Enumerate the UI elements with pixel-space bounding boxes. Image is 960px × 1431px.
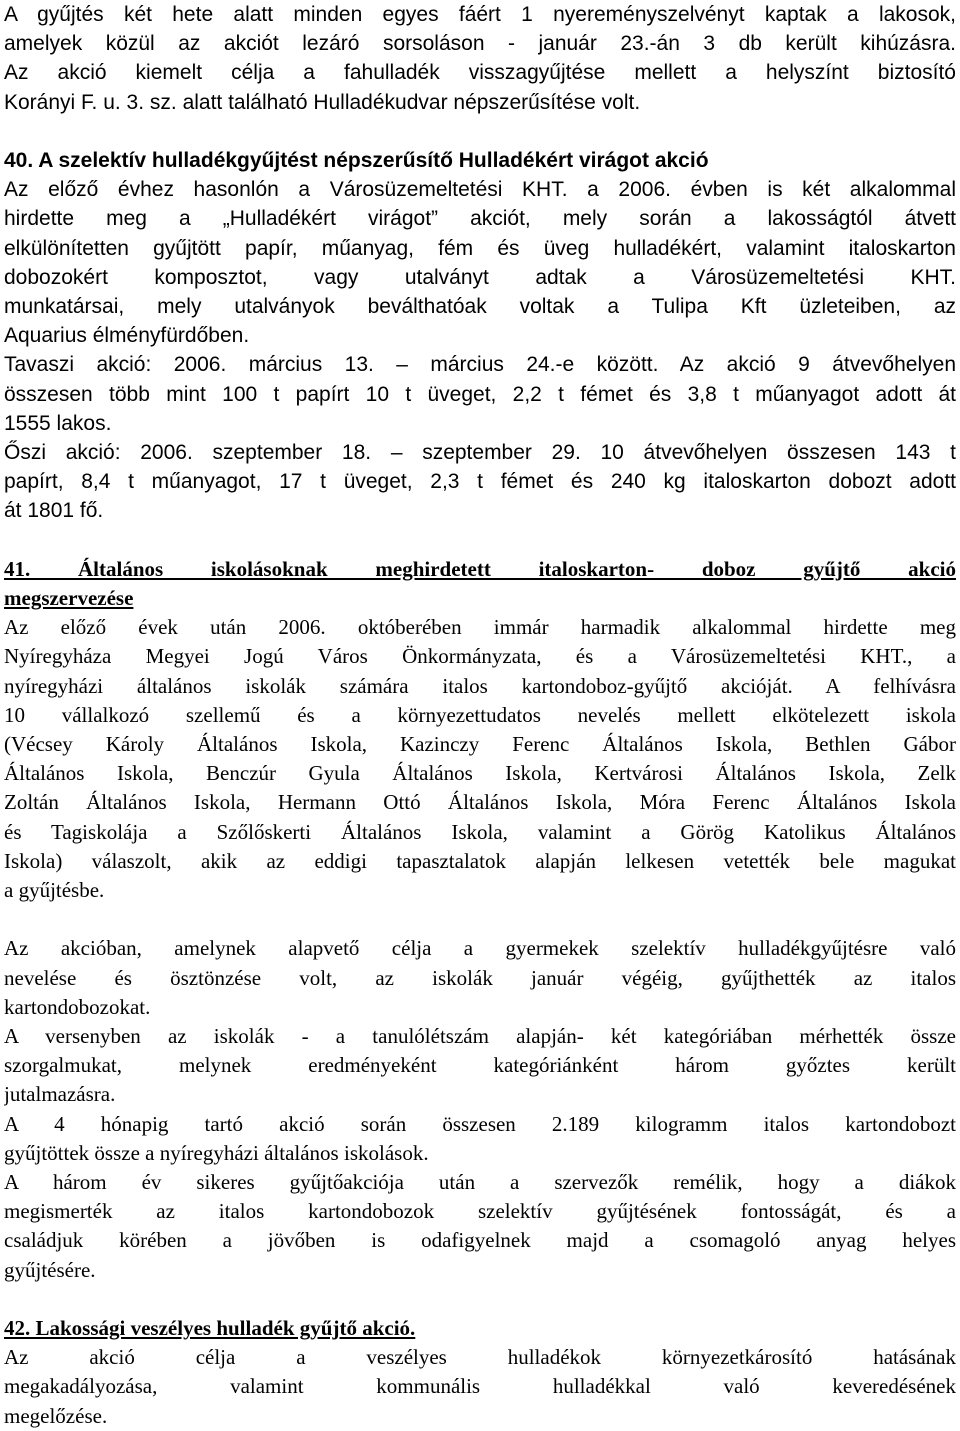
spacer xyxy=(4,1285,956,1314)
spring-line: 1555 lakos. xyxy=(4,411,112,435)
autumn-line: át 1801 fő. xyxy=(4,499,104,523)
text-line: 10 vállalkozó szellemű és a környezettudatos nevelés mellett elkötelezett iskola xyxy=(4,702,956,727)
spacer xyxy=(4,905,956,934)
spring-line: összesen több mint 100 t papírt 10 t üveget, 2,2 t fémet és 3,8 t műanyagot adott át xyxy=(4,382,956,406)
text-line: A három év sikeres gyűjtőakciója után a szervezők remélik, hogy a diákok xyxy=(4,1170,956,1195)
text-line: Zoltán Általános Iskola, Hermann Ottó Általános Iskola, Móra Ferenc Általános Iskola xyxy=(4,790,956,815)
section-42 xyxy=(4,1314,956,1431)
intro-paragraph xyxy=(4,0,956,117)
text-line: Aquarius élményfürdőben. xyxy=(4,324,250,348)
text-line: Általános Iskola, Benczúr Gyula Általános Iskola, Kertvárosi Általános Iskola, Zelk xyxy=(4,761,956,786)
section-heading: megszervezése xyxy=(4,586,134,611)
text-line: (Vécsey Károly Általános Iskola, Kazinczy Ferenc Általános Iskola, Bethlen Gábor xyxy=(4,732,956,757)
text-line: Iskola) válaszolt, akik az eddigi tapasztalatok alapján lelkesen vetették bele magukat xyxy=(4,848,956,873)
text-line: Az előző évek után 2006. októberében immár harmadik alkalommal hirdette meg xyxy=(4,615,956,640)
text-line: szorgalmukat, melynek eredményeként kategóriánként három győztes került xyxy=(4,1053,956,1078)
text-line: kartondobozokat. xyxy=(4,994,151,1019)
text-line: Az akció célja a veszélyes hulladékok környezetkárosító hatásának xyxy=(4,1345,956,1370)
section-40 xyxy=(4,146,956,526)
text-line: megakadályozása, valamint kommunális hulladékkal való keveredésének xyxy=(4,1374,956,1399)
text-line: Az akció kiemelt célja a fahulladék visszagyűjtése mellett a helyszínt biztosító xyxy=(4,61,956,85)
section-heading: 40. A szelektív hulladékgyűjtést népszerűsítő Hulladékért virágot akció xyxy=(4,149,709,172)
text-line: Az előző évhez hasonlón a Városüzemeltetési KHT. a 2006. évben is két alkalommal xyxy=(4,178,956,202)
text-line: családjuk körében a jövőben is odafigyelnek majd a csomagoló anyag helyes xyxy=(4,1228,956,1253)
autumn-line: Őszi akció: 2006. szeptember 18. – szeptember 29. 10 átvevőhelyen összesen 143 t xyxy=(4,441,956,465)
text-line: amelyek közül az akciót lezáró sorsoláson - január 23.-án 3 db került kihúzásra. xyxy=(4,32,956,56)
text-line: megismerték az italos kartondobozok szelektív gyűjtésének fontosságát, és a xyxy=(4,1199,956,1224)
paragraph xyxy=(4,1110,956,1168)
text-line: dobozokért komposztot, vagy utalványt adtak a Városüzemeltetési KHT. xyxy=(4,265,956,289)
text-line: A gyűjtés két hete alatt minden egyes fáért 1 nyereményszelvényt kaptak a lakosok, xyxy=(4,3,956,26)
text-line: nyíregyházi általános iskolák számára italos kartondoboz-gyűjtő akcióját. A felhívásra xyxy=(4,673,956,698)
section-41 xyxy=(4,555,956,1431)
paragraph xyxy=(4,934,956,1022)
paragraph xyxy=(4,613,956,905)
text-line: A versenyben az iskolák - a tanulólétszám alapján- két kategóriában mérhették össze xyxy=(4,1024,956,1049)
text-line: Korányi F. u. 3. sz. alatt található Hulladékudvar népszerűsítése volt. xyxy=(4,90,641,114)
text-line: jutalmazásra. xyxy=(4,1082,116,1107)
text-line: gyűjtésére. xyxy=(4,1257,96,1282)
text-line: elkülönítetten gyűjtött papír, műanyag, fém és üveg hulladékért, valamint italoskarton xyxy=(4,236,956,260)
text-line: nevelése és ösztönzése volt, az iskolák január végéig, gyűjthették az italos xyxy=(4,965,956,990)
autumn-line: papírt, 8,4 t műanyagot, 17 t üveget, 2,3 t fémet és 240 kg italoskarton dobozt adott xyxy=(4,470,956,494)
section-heading: 42. Lakossági veszélyes hulladék gyűjtő akció. xyxy=(4,1316,416,1341)
paragraph xyxy=(4,1022,956,1110)
section-heading: 41. Általános iskolásoknak meghirdetett italoskarton- doboz gyűjtő akció xyxy=(4,556,956,581)
text-line: megelőzése. xyxy=(4,1403,108,1428)
text-line: a gyűjtésbe. xyxy=(4,878,105,903)
text-line: gyűjtöttek össze a nyíregyházi általános iskolások. xyxy=(4,1140,429,1165)
text-line: hirdette meg a „Hulladékért virágot” akciót, mely során a lakosságtól átvett xyxy=(4,207,956,231)
text-line: munkatársai, mely utalványok beválthatóak voltak a Tulipa Kft üzleteiben, az xyxy=(4,295,956,319)
text-line: Az akcióban, amelynek alapvető célja a gyermekek szelektív hulladékgyűjtésre való xyxy=(4,936,956,961)
spring-line: Tavaszi akció: 2006. március 13. – március 24.-e között. Az akció 9 átvevőhelyen xyxy=(4,353,956,377)
spacer xyxy=(4,117,956,146)
document-page xyxy=(4,0,956,1431)
text-line: és Tagiskolája a Szőlőskerti Általános Iskola, valamint a Görög Katolikus Általános xyxy=(4,819,956,844)
paragraph xyxy=(4,1168,956,1285)
text-line: Nyíregyháza Megyei Jogú Város Önkormányzata, és a Városüzemeltetési KHT., a xyxy=(4,644,956,669)
text-line: A 4 hónapig tartó akció során összesen 2.189 kilogramm italos kartondobozt xyxy=(4,1111,956,1136)
spacer xyxy=(4,526,956,555)
